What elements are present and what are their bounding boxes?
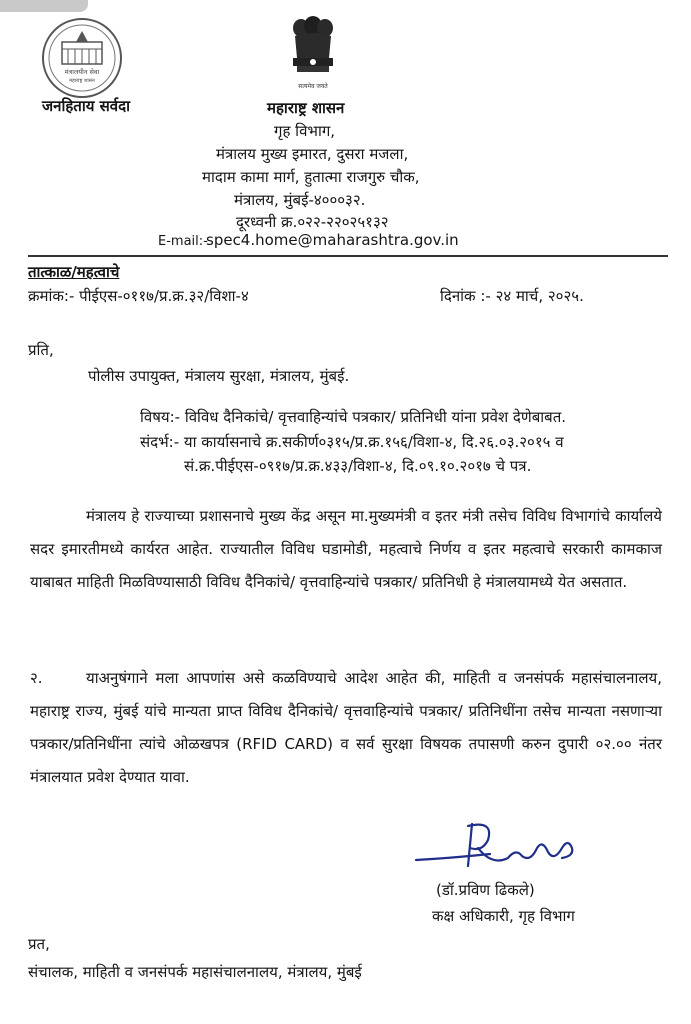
address-line-2: मादाम कामा मार्ग, हुतात्मा राजगुरु चौक, <box>202 168 420 186</box>
seal-subtext: महाराष्ट्र शासन <box>69 78 95 84</box>
signatory-name: (डॉ.प्रविण ढिकले) <box>436 881 535 899</box>
subject-line: विषय:- विविध दैनिकांचे/ वृत्तवाहिन्यांचे पत्रकार/ प्रतिनिधी यांना प्रवेश देणेबाबत. <box>140 408 567 426</box>
address-line-1: मंत्रालय मुख्य इमारत, दुसरा मजला, <box>216 145 409 163</box>
motto: जनहिताय सर्वदा <box>42 97 130 115</box>
signature-image <box>412 818 582 876</box>
seal-text: मंत्रालयीन सेवा <box>64 68 100 76</box>
copy-label: प्रत, <box>28 935 50 953</box>
address-line-3: मंत्रालय, मुंबई-४०००३२. <box>234 191 366 209</box>
government-name: महाराष्ट्र शासन <box>267 99 345 117</box>
letter-date: दिनांक :- २४ मार्च, २०२५. <box>440 287 584 305</box>
national-emblem-icon <box>287 14 339 92</box>
emblem-caption: सत्यमेव जयते <box>298 83 328 90</box>
urgency-label: तात्काळ/महत्वाचे <box>28 263 120 281</box>
window-corner-tab <box>0 0 88 12</box>
prati-label: प्रति, <box>28 341 54 359</box>
copy-recipient: संचालक, माहिती व जनसंपर्क महासंचालनालय, मंत्रालय, मुंबई <box>28 963 362 981</box>
body-paragraph-1: मंत्रालय हे राज्याच्या प्रशासनाचे मुख्य केंद्र असून मा.मुख्यमंत्री व इतर मंत्री तसेच विविध विभागांचे कार्यालये सदर इमारतीमध्ये कार्यरत आहेत. राज्यातील विविध घडामोडी, महत्वाचे निर्णय व इतर महत्वाचे सरकारी कामकाज याबाबत माहिती मिळविण्यासाठी विविध दैनिकांचे/ वृत्तवाहिन्यांचे पत्रकार/ प्रतिनिधी हे मंत्रालयामध्ये येत असतात. <box>30 507 662 591</box>
reference-line-2: सं.क्र.पीईएस-०९१७/प्र.क्र.४३३/विशा-४, दि.०९.१०.२०१७ चे पत्र. <box>184 457 532 475</box>
signatory-designation: कक्ष अधिकारी, गृह विभाग <box>432 907 575 925</box>
reference-number: क्रमांक:- पीईएस-०११७/प्र.क्र.३२/विशा-४ <box>28 287 249 305</box>
email-label: E-mail:- <box>158 234 208 249</box>
body-paragraph-2: याअनुषंगाने मला आपणांस असे कळविण्याचे आदेश आहेत की, माहिती व जनसंपर्क महासंचालनालय, महाराष्ट्र राज्य, मुंबई यांचे मान्यता प्राप्त विविध दैनिकांचे/ वृत्तवाहिन्यांचे पत्रकार/ प्रतिनिधींना तसेच मान्यता नसणाऱ्या पत्रकार/प्रतिनिधींना त्यांचे ओळखपत्र (RFID CARD) व सर्व सुरक्षा विषयक तपासणी करुन दुपारी ०२.०० नंतर मंत्रालयात प्रवेश देण्यात यावा. <box>30 669 662 786</box>
phone-number: दूरध्वनी क्र.०२२-२२०२५१३२ <box>236 213 389 231</box>
email-address: spec4.home@maharashtra.gov.in <box>206 231 459 249</box>
paragraph-2-number: २. <box>30 669 43 687</box>
department: गृह विभाग, <box>274 122 336 140</box>
header-divider <box>28 255 668 257</box>
reference-line-1: संदर्भ:- या कार्यासनाचे क्र.सकीर्ण०३१५/प्र.क्र.१५६/विशा-४, दि.२६.०३.२०१५ व <box>140 433 564 451</box>
addressee: पोलीस उपायुक्त, मंत्रालय सुरक्षा, मंत्रालय, मुंबई. <box>88 367 350 385</box>
ministry-seal-icon <box>40 16 124 100</box>
